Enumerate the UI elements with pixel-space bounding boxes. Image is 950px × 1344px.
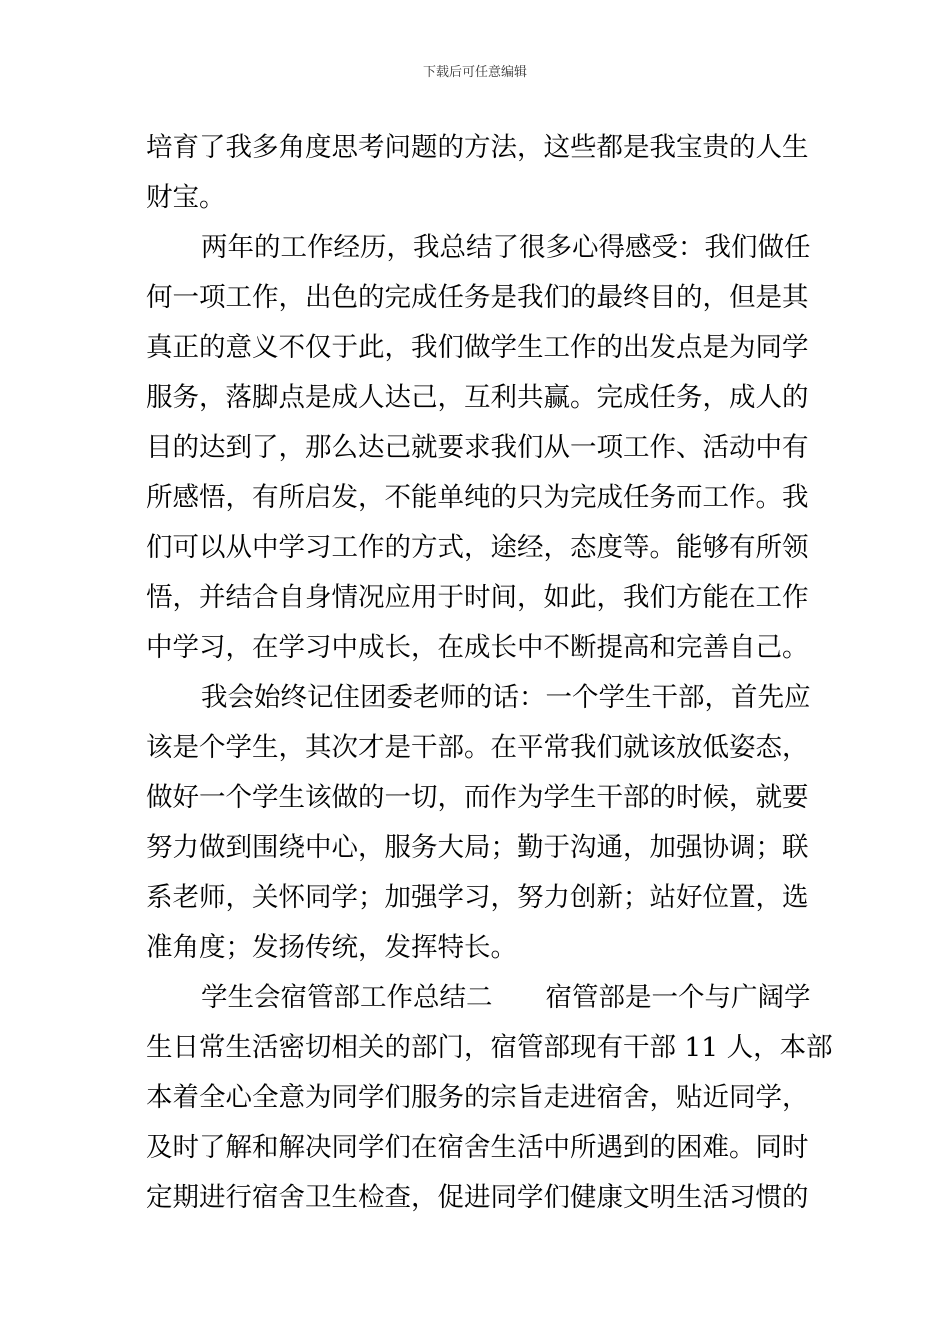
text-line: 及时了解和解决同学们在宿舍生活中所遇到的困难。同时 (146, 1132, 809, 1163)
text-line: 本着全心全意为同学们服务的宗旨走进宿舍，贴近同学， (146, 1082, 809, 1113)
text-line: 我会始终记住团委老师的话：一个学生干部，首先应 (201, 682, 811, 713)
text-line: 准角度；发扬传统，发挥特长。 (146, 932, 517, 963)
text-line: 该是个学生，其次才是干部。在平常我们就该放低姿态， (146, 732, 809, 763)
text-line: 生日常生活密切相关的部门，宿管部现有干部 11 人，本部 (146, 1032, 833, 1063)
text-line: 悟，并结合自身情况应用于时间，如此，我们方能在工作 (146, 582, 809, 613)
text-line: 两年的工作经历，我总结了很多心得感受：我们做任 (201, 232, 811, 263)
document-body (146, 123, 833, 1223)
text-line: 培育了我多角度思考问题的方法，这些都是我宝贵的人生 (146, 132, 809, 163)
text-line: 何一项工作，出色的完成任务是我们的最终目的，但是其 (146, 282, 809, 313)
text-line: 做好一个学生该做的一切，而作为学生干部的时候，就要 (146, 782, 809, 813)
text-line: 努力做到围绕中心，服务大局；勤于沟通，加强协调；联 (146, 832, 809, 863)
page-header: 下载后可任意编辑 (422, 65, 527, 80)
text-line: 系老师，关怀同学；加强学习，努力创新；站好位置，选 (146, 882, 809, 913)
text-line: 真正的意义不仅于此，我们做学生工作的出发点是为同学 (146, 332, 809, 363)
text-line: 学生会宿管部工作总结二 宿管部是一个与广阔学 (201, 982, 811, 1013)
text-line: 服务，落脚点是成人达己，互利共赢。完成任务，成人的 (146, 382, 809, 413)
text-line: 财宝。 (146, 182, 226, 213)
text-line: 们可以从中学习工作的方式，途经，态度等。能够有所领 (146, 532, 809, 563)
text-line: 所感悟，有所启发，不能单纯的只为完成任务而工作。我 (146, 482, 809, 513)
text-line: 中学习，在学习中成长，在成长中不断提高和完善自己。 (146, 632, 809, 663)
text-line: 定期进行宿舍卫生检查，促进同学们健康文明生活习惯的 (146, 1182, 809, 1213)
text-line: 目的达到了，那么达己就要求我们从一项工作、活动中有 (146, 432, 809, 463)
